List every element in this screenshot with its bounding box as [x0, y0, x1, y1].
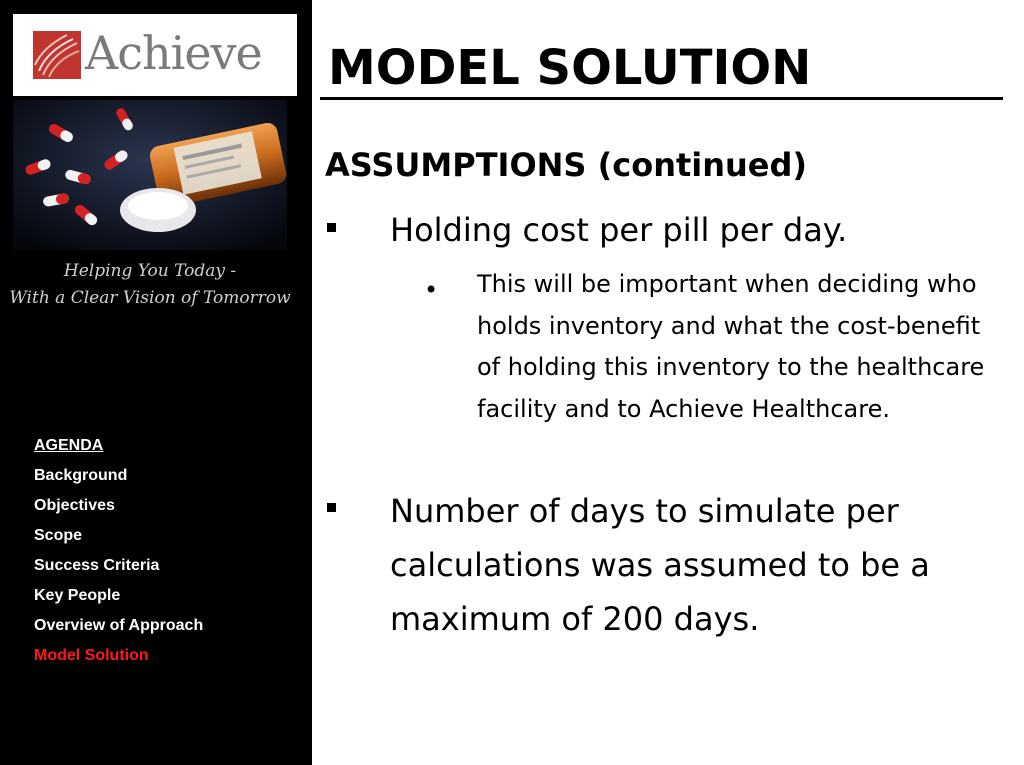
achieve-logo — [13, 14, 297, 96]
sidebar — [0, 0, 312, 765]
bullet-days-simulate: Number of days to simulate per calculations was assumed to be a maximum of 200 days. — [390, 492, 930, 638]
tagline-line-2: With a Clear Vision of Tomorrow — [9, 288, 291, 308]
sub-bullet-inventory: This will be important when deciding who holds inventory and what the cost-benefit of holding this inventory to the healthcare facility and to Achieve Healthcare. — [477, 270, 985, 423]
title-divider — [320, 97, 1003, 100]
tagline — [0, 258, 300, 312]
section-heading: ASSUMPTIONS (continued) — [325, 146, 808, 184]
square-bullet-icon — [327, 503, 336, 512]
nav-item-key-people[interactable]: Key People — [34, 587, 121, 604]
slide-title: MODEL SOLUTION — [328, 40, 812, 96]
logo-text: Achieve — [85, 26, 262, 80]
bullet-holding-cost: Holding cost per pill per day. — [390, 211, 848, 249]
nav-item-objectives[interactable]: Objectives — [34, 497, 115, 514]
square-bullet-icon — [327, 223, 336, 232]
pills-bottle-image — [13, 100, 287, 250]
nav-item-background[interactable]: Background — [34, 467, 128, 484]
nav-item-agenda[interactable]: AGENDA — [34, 437, 104, 454]
round-bullet-icon: • — [424, 276, 439, 304]
nav-item-success-criteria[interactable]: Success Criteria — [34, 557, 160, 574]
logo-mark-icon — [33, 31, 81, 79]
tagline-line-1: Helping You Today - — [63, 261, 237, 281]
nav-item-scope[interactable]: Scope — [34, 527, 83, 544]
agenda-nav — [34, 431, 203, 671]
nav-item-overview-of-approach[interactable]: Overview of Approach — [34, 617, 204, 634]
nav-item-model-solution[interactable]: Model Solution — [34, 647, 149, 664]
